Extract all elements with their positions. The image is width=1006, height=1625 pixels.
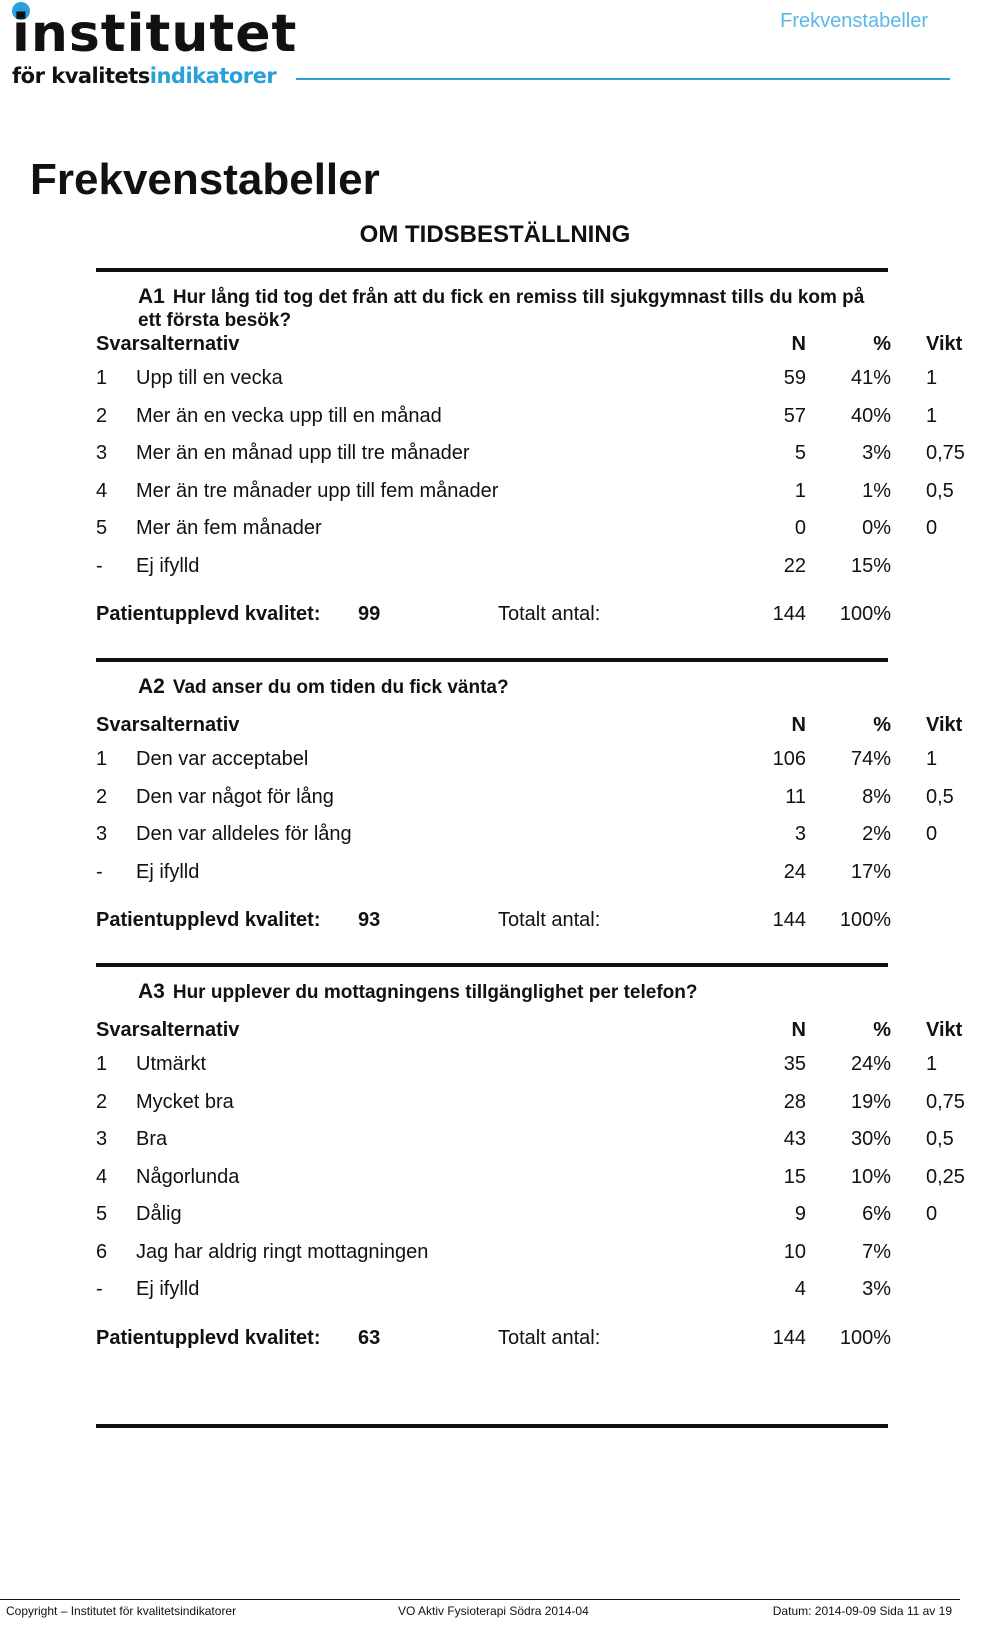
total-pct: 100% — [839, 603, 891, 625]
row-number: 1 — [96, 367, 108, 389]
row-label: Ej ifylld — [136, 860, 200, 883]
row-pct: 10% — [850, 1165, 891, 1188]
block-top-rule — [96, 268, 888, 272]
total-label: Totalt antal: — [498, 603, 601, 625]
question-id: A2 — [138, 675, 165, 698]
column-header-row — [96, 1016, 963, 1044]
row-n: 10 — [783, 1240, 806, 1263]
question-text — [138, 980, 878, 1004]
table-row — [96, 820, 938, 848]
column-header-label: Svarsalternativ — [96, 333, 240, 355]
header-rule — [296, 78, 950, 80]
footer-rule — [0, 1599, 960, 1600]
table-row — [96, 745, 938, 773]
quality-value: 99 — [358, 603, 381, 625]
quality-value: 93 — [358, 909, 381, 931]
column-header-label: Svarsalternativ — [96, 714, 240, 736]
row-label: Jag har aldrig ringt mottagningen — [136, 1240, 429, 1263]
quality-label: Patientupplevd kvalitet: — [96, 1326, 321, 1349]
row-n: 28 — [783, 1090, 806, 1113]
column-header-n: N — [791, 1019, 806, 1041]
row-n: 4 — [794, 1278, 806, 1300]
summary-row — [96, 1324, 891, 1352]
row-number: - — [96, 554, 103, 577]
row-pct: 3% — [862, 442, 891, 464]
table-row — [96, 439, 965, 467]
table-row — [96, 783, 954, 811]
logo — [10, 4, 300, 88]
row-label: Mer än en vecka upp till en månad — [136, 404, 442, 427]
row-number: 2 — [96, 785, 108, 808]
row-n: 0 — [794, 517, 806, 539]
row-n: 57 — [783, 404, 806, 427]
row-number: 1 — [96, 1053, 108, 1075]
row-n: 1 — [794, 479, 806, 502]
row-number: 3 — [96, 1128, 108, 1150]
row-n: 106 — [772, 748, 806, 770]
row-label: Dålig — [136, 1203, 182, 1225]
summary-row — [96, 600, 891, 628]
table-row — [96, 1238, 891, 1266]
table-row — [96, 552, 891, 580]
row-pct: 8% — [862, 785, 891, 808]
question-label: Hur lång tid tog det från att du fick en remiss till sjukgymnast tills du kom på ett första besök? — [138, 287, 865, 331]
block-top-rule — [96, 658, 888, 662]
total-label: Totalt antal: — [498, 1326, 601, 1349]
row-pct: 6% — [862, 1203, 891, 1225]
row-number: 5 — [96, 517, 108, 539]
row-pct: 7% — [862, 1240, 891, 1263]
row-vikt: 1 — [926, 748, 938, 770]
total-n: 144 — [772, 909, 806, 931]
question-block-a3 — [96, 963, 965, 1383]
row-pct: 15% — [850, 554, 891, 577]
block-top-rule — [96, 963, 888, 967]
question-block-a1 — [96, 268, 965, 628]
question-id: A1 — [138, 285, 165, 308]
row-label: Den var något för lång — [136, 785, 334, 808]
column-header-row — [96, 330, 963, 358]
quality-label: Patientupplevd kvalitet: — [96, 603, 321, 625]
footer-date-page: Datum: 2014-09-09 Sida 11 av 19 — [772, 1604, 952, 1618]
logo-main-text: institutet — [12, 4, 298, 64]
row-vikt: 0,75 — [926, 1090, 965, 1113]
row-n: 5 — [794, 442, 806, 464]
question-label: Hur upplever du mottagningens tillgänglighet per telefon? — [172, 982, 698, 1003]
column-header-vikt: Vikt — [926, 333, 963, 355]
row-pct: 17% — [850, 860, 891, 883]
total-label: Totalt antal: — [498, 909, 601, 931]
row-label: Bra — [136, 1128, 168, 1150]
row-vikt: 0,5 — [926, 785, 954, 808]
table-row — [96, 1050, 938, 1078]
column-header-pct: % — [873, 333, 891, 355]
row-label: Den var alldeles för lång — [136, 823, 352, 845]
row-n: 43 — [783, 1128, 806, 1150]
question-id: A3 — [138, 980, 165, 1003]
logo-sub-a: för kvalitets — [12, 64, 150, 88]
row-n: 35 — [783, 1053, 806, 1075]
row-number: 3 — [96, 823, 108, 845]
column-header-label: Svarsalternativ — [96, 1019, 240, 1041]
question-text — [138, 285, 878, 332]
column-header-vikt: Vikt — [926, 714, 963, 736]
row-vikt: 1 — [926, 404, 938, 427]
question-block-a2 — [96, 658, 963, 938]
end-rule — [96, 1424, 888, 1428]
table-row — [96, 477, 954, 505]
row-label: Ej ifylld — [136, 1278, 200, 1300]
row-vikt: 0 — [926, 823, 938, 845]
row-number: - — [96, 1278, 103, 1300]
row-pct: 24% — [850, 1053, 891, 1075]
row-n: 9 — [794, 1203, 806, 1225]
table-row — [96, 364, 938, 392]
column-header-pct: % — [873, 714, 891, 736]
row-pct: 30% — [850, 1128, 891, 1150]
header-title: Frekvenstabeller — [780, 10, 928, 32]
row-vikt: 0,5 — [926, 479, 954, 502]
column-header-n: N — [791, 714, 806, 736]
row-label: Utmärkt — [136, 1053, 206, 1075]
row-pct: 40% — [850, 404, 891, 427]
row-n: 22 — [783, 554, 806, 577]
row-number: 4 — [96, 1165, 108, 1188]
row-vikt: 0,75 — [926, 442, 965, 464]
quality-value: 63 — [358, 1326, 381, 1349]
row-number: 5 — [96, 1203, 108, 1225]
row-number: 6 — [96, 1240, 108, 1263]
row-pct: 19% — [850, 1090, 891, 1113]
total-pct: 100% — [839, 1326, 891, 1349]
row-vikt: 0 — [926, 1203, 938, 1225]
row-pct: 2% — [862, 823, 891, 845]
footer-center: VO Aktiv Fysioterapi Södra 2014-04 — [398, 1604, 589, 1618]
row-vikt: 1 — [926, 367, 938, 389]
row-n: 11 — [785, 785, 806, 808]
column-header-pct: % — [873, 1019, 891, 1041]
table-row — [96, 1088, 965, 1116]
row-number: 4 — [96, 479, 108, 502]
row-pct: 0% — [862, 517, 891, 539]
table-row — [96, 1275, 891, 1303]
total-n: 144 — [772, 603, 806, 625]
row-n: 3 — [794, 823, 806, 845]
footer-copyright: Copyright – Institutet för kvalitetsindikatorer — [6, 1604, 237, 1618]
table-row — [96, 1200, 938, 1228]
row-label: Någorlunda — [136, 1165, 240, 1188]
row-number: - — [96, 860, 103, 883]
row-label: Mer än tre månader upp till fem månader — [136, 479, 499, 502]
column-header-row — [96, 711, 963, 739]
row-n: 59 — [783, 367, 806, 389]
table-row — [96, 514, 938, 542]
question-text — [138, 675, 878, 699]
row-vikt: 0,5 — [926, 1128, 954, 1150]
row-number: 1 — [96, 748, 108, 770]
table-row — [96, 1163, 965, 1191]
total-pct: 100% — [839, 909, 891, 931]
row-pct: 41% — [850, 367, 891, 389]
row-n: 15 — [783, 1165, 806, 1188]
table-row — [96, 402, 938, 430]
row-number: 3 — [96, 442, 108, 464]
section-title: OM TIDSBESTÄLLNING — [359, 221, 631, 248]
column-header-n: N — [791, 333, 806, 355]
summary-row — [96, 906, 891, 934]
quality-label: Patientupplevd kvalitet: — [96, 909, 321, 931]
row-vikt: 0,25 — [926, 1165, 965, 1188]
column-header-vikt: Vikt — [926, 1019, 963, 1041]
row-pct: 74% — [850, 748, 891, 770]
row-pct: 1% — [862, 479, 891, 502]
logo-sub-text — [12, 64, 276, 88]
row-vikt: 1 — [926, 1053, 938, 1075]
page-title: Frekvenstabeller — [30, 155, 380, 204]
row-label: Mycket bra — [136, 1090, 234, 1113]
row-label: Upp till en vecka — [136, 367, 283, 389]
row-label: Den var acceptabel — [136, 748, 309, 770]
row-n: 24 — [783, 860, 806, 883]
row-label: Mer än en månad upp till tre månader — [136, 442, 470, 464]
row-label: Mer än fem månader — [136, 517, 322, 539]
table-row — [96, 858, 891, 886]
question-label: Vad anser du om tiden du fick vänta? — [172, 677, 509, 698]
row-number: 2 — [96, 404, 108, 427]
row-vikt: 0 — [926, 517, 938, 539]
row-label: Ej ifylld — [136, 554, 200, 577]
row-number: 2 — [96, 1090, 108, 1113]
row-pct: 3% — [862, 1278, 891, 1300]
table-row — [96, 1125, 954, 1153]
total-n: 144 — [772, 1326, 806, 1349]
logo-sub-b: indikatorer — [149, 64, 277, 88]
